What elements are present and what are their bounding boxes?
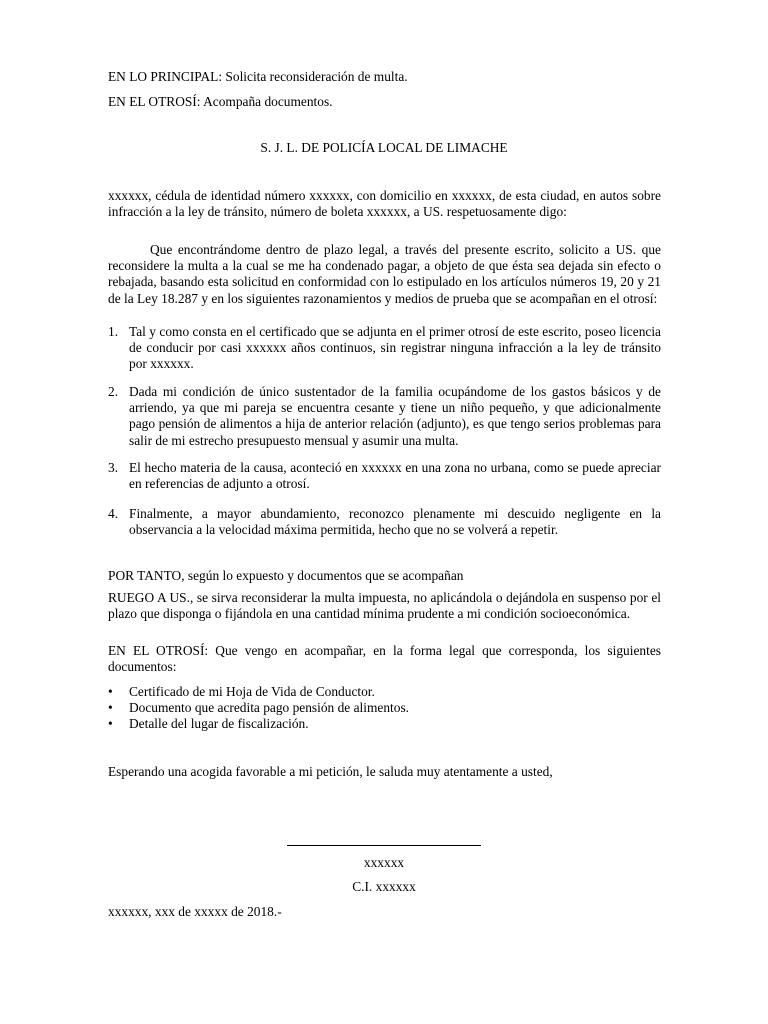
document-list-item [108, 700, 661, 716]
intro-paragraph: xxxxxx, cédula de identidad número xxxxxx, con domicilio en xxxxxx, de esta ciudad, en autos sobre infracción a la ley de tránsito, número de boleta xxxxxx, a US. respetuosamente digo: [108, 188, 661, 220]
signature-name: xxxxxx [363, 855, 405, 870]
reason-number: 2. [108, 384, 119, 399]
header-otrosi: EN EL OTROSÍ: Acompaña documentos. [108, 94, 333, 109]
reason-item-2 [108, 384, 661, 449]
signature-line [287, 845, 481, 846]
document-item-text: Detalle del lugar de fiscalización. [129, 716, 309, 731]
document-item-text: Documento que acredita pago pensión de alimentos. [129, 700, 410, 715]
reason-text: Finalmente, a mayor abundamiento, reconozco plenamente mi descuido negligente en la observancia a la velocidad máxima permitida, hecho que no se volverá a repetir. [129, 506, 661, 538]
otrosi-paragraph: EN EL OTROSÍ: Que vengo en acompañar, en la forma legal que corresponda, los siguientes documentos: [108, 643, 661, 675]
date-line: xxxxxx, xxx de xxxxx de 2018.- [108, 904, 282, 919]
reason-item-1 [108, 324, 661, 373]
reason-number: 4. [108, 506, 119, 521]
por-tanto-line: POR TANTO, según lo expuesto y documentos que se acompañan [108, 568, 464, 583]
reason-text: El hecho materia de la causa, aconteció en xxxxxx en una zona no urbana, como se puede apreciar en referencias de adjunto a otrosí. [129, 460, 661, 492]
header-principal: EN LO PRINCIPAL: Solicita reconsideración de multa. [108, 69, 408, 84]
reason-text: Dada mi condición de único sustentador de la familia ocupándome de los gastos básicos y de arriendo, ya que mi pareja se encuentra cesante y tiene un niño pequeño, y que adicionalmente pago pensión de alimentos a hija de anterior relación (adjunto), es que tengo serios problemas para salir de mi estrecho presupuesto mensual y asumir una multa. [129, 384, 661, 448]
reason-number: 3. [108, 460, 119, 475]
signature-id: C.I. xxxxxx [352, 879, 416, 894]
document-list-item [108, 716, 661, 732]
court-heading: S. J. L. DE POLICÍA LOCAL DE LIMACHE [260, 140, 508, 155]
reason-item-4 [108, 506, 661, 538]
reason-text: Tal y como consta en el certificado que se adjunta en el primer otrosí de este escrito, poseo licencia de conducir por casi xxxxxx años continuos, sin registrar ninguna infracción a la ley de tránsito por xxxxxx. [129, 324, 661, 372]
bullet-icon: • [108, 700, 113, 715]
bullet-icon: • [108, 684, 113, 699]
reason-item-3 [108, 460, 661, 492]
closing-line: Esperando una acogida favorable a mi petición, le saluda muy atentamente a usted, [108, 764, 553, 779]
ruego-paragraph: RUEGO A US., se sirva reconsiderar la multa impuesta, no aplicándola o dejándola en suspenso por el plazo que disponga o fijándola en una cantidad mínima prudente a mi condición socioeconómica. [108, 590, 661, 622]
request-paragraph: Que encontrándome dentro de plazo legal, a través del presente escrito, solicito a US. que reconsidere la multa a la cual se me ha condenado pagar, a objeto de que ésta sea dejada sin efecto o rebajada, basando esta solicitud en conformidad con lo estipulado en los artículos números 19, 20 y 21 de la Ley 18.287 y en los siguientes razonamientos y medios de prueba que se acompañan en el otrosí: [108, 242, 661, 306]
reason-number: 1. [108, 324, 119, 339]
bullet-icon: • [108, 716, 113, 731]
document-item-text: Certificado de mi Hoja de Vida de Conductor. [129, 684, 375, 699]
document-list-item [108, 684, 661, 700]
